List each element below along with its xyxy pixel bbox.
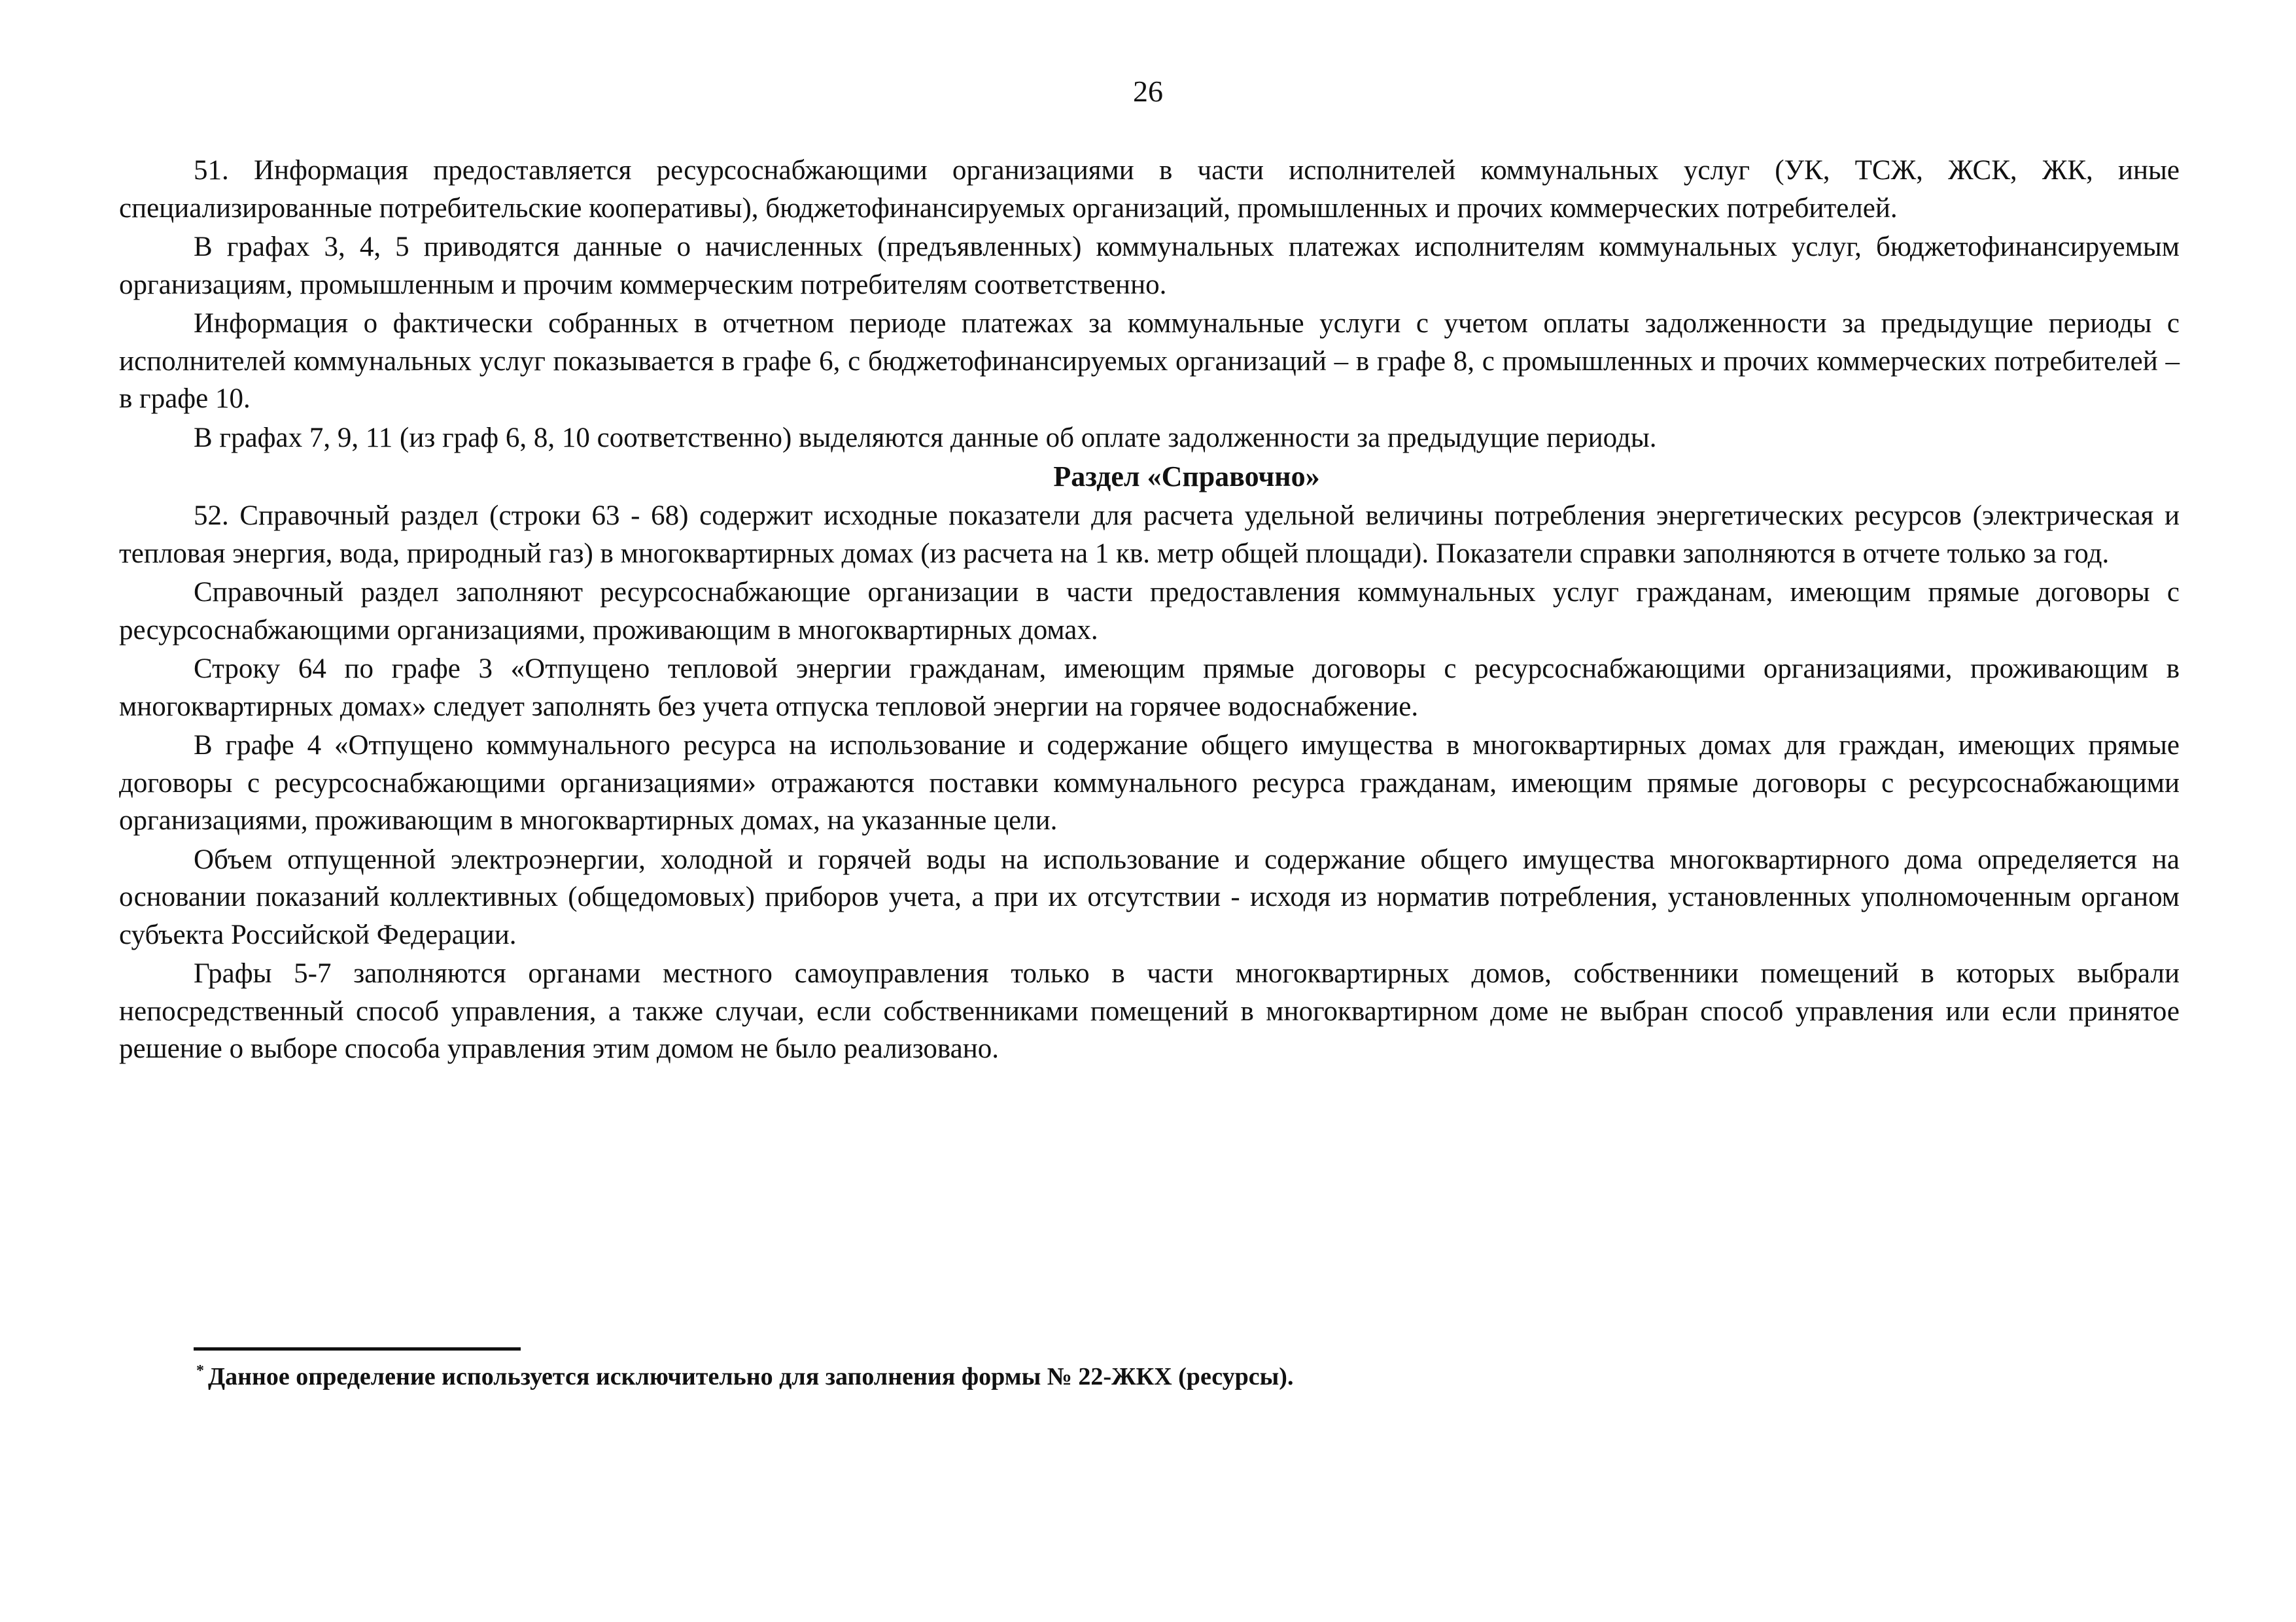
paragraph-52-volume: Объем отпущенной электроэнергии, холодной и горячей воды на использование и содержание общего имущества многоквартирного дома определяется на основании показаний коллективных (общедомовых) приборов учета, а при их отсутствии - исходя из норматив потребления, установленных уполномоченным органом субъекта Российской Федерации. <box>119 844 2180 950</box>
paragraph-52: 52. Справочный раздел (строки 63 - 68) содержит исходные показатели для расчета удельной величины потребления энергетических ресурсов (электрическая и тепловая энергия, вода, природный газ) в многоквартирных домах (из расчета на 1 кв. метр общей площади). Показатели справки заполняются в отчете только за год. <box>119 500 2180 569</box>
paragraph-52-graph4: В графе 4 «Отпущено коммунального ресурса на использование и содержание общего имущества в многоквартирных домах для граждан, имеющих прямые договоры с ресурсоснабжающими организациями» отражаются поставки коммунального ресурса гражданам, имеющим прямые договоры с ресурсоснабжающими организациями, проживающим в многоквартирных домах, на указанные цели. <box>119 730 2180 836</box>
paragraph-51-collected: Информация о фактически собранных в отчетном периоде платежах за коммунальные услуги с учетом оплаты задолженности за предыдущие периоды с исполнителей коммунальных услуг показывается в графе 6, с бюджетофинансируемых организаций – в графе 8, с промышленных и прочих коммерческих потребителей – в графе 10. <box>119 308 2180 414</box>
document-body <box>119 152 2180 1069</box>
section-title: Раздел «Справочно» <box>1053 460 1320 492</box>
paragraph-52-filled: Справочный раздел заполняют ресурсоснабжающие организации в части предоставления коммунальных услуг гражданам, имеющим прямые договоры с ресурсоснабжающими организациями, проживающим в многоквартирных домах. <box>119 577 2180 646</box>
footnote-marker: * <box>196 1362 204 1380</box>
footnote-text: Данное определение используется исключительно для заполнения формы № 22-ЖКХ (ресурсы). <box>208 1363 1294 1390</box>
paragraph-51-debt: В графах 7, 9, 11 (из граф 6, 8, 10 соответственно) выделяются данные об оплате задолженности за предыдущие периоды. <box>194 422 1657 453</box>
paragraph-52-row64: Строку 64 по графе 3 «Отпущено тепловой энергии гражданам, имеющим прямые договоры с ресурсоснабжающими организациями, проживающим в многоквартирных домах» следует заполнять без учета отпуска тепловой энергии на горячее водоснабжение. <box>119 653 2180 722</box>
paragraph-52-graphs57: Графы 5-7 заполняются органами местного самоуправления только в части многоквартирных домов, собственники помещений в которых выбрали непосредственный способ управления, а также случаи, если собственниками помещений в многоквартирном доме не выбран способ управления или если принятое решение о выборе способа управления этим домом не было реализовано. <box>119 958 2180 1064</box>
footnote <box>196 1360 2093 1393</box>
footnote-separator <box>194 1347 521 1351</box>
paragraph-51: 51. Информация предоставляется ресурсоснабжающими организациями в части исполнителей коммунальных услуг (УК, ТСЖ, ЖСК, ЖК, иные специализированные потребительские кооперативы), бюджетофинансируемых организаций, промышленных и прочих коммерческих потребителей. <box>119 155 2180 224</box>
page-number: 26 <box>1133 75 1163 108</box>
paragraph-51-graphs: В графах 3, 4, 5 приводятся данные о начисленных (предъявленных) коммунальных платежах исполнителям коммунальных услуг, бюджетофинансируемым организациям, промышленным и прочим коммерческим потребителям соответственно. <box>119 232 2180 300</box>
